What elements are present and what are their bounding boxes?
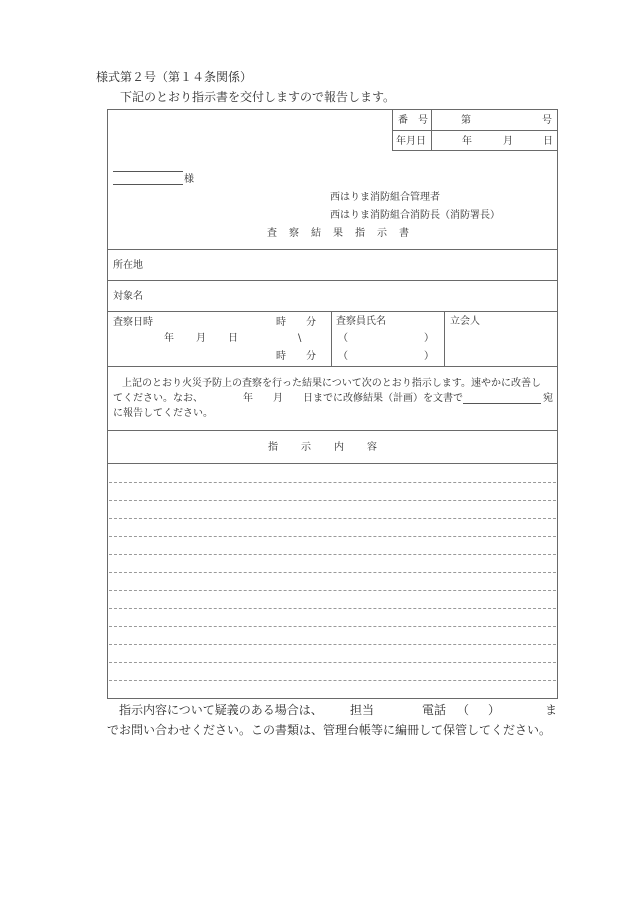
inspection-day: 日 xyxy=(228,333,238,344)
instruction-line[interactable] xyxy=(109,554,556,555)
instruction-line[interactable] xyxy=(109,518,556,519)
instruction-line[interactable] xyxy=(109,662,556,663)
location-label: 所在地 xyxy=(113,260,143,271)
addressee-line-2[interactable] xyxy=(113,184,183,185)
inspection-month: 月 xyxy=(196,333,206,344)
issuer-line-1: 西はりま消防組合管理者 xyxy=(330,192,440,203)
instructions-heading: 指 示 内 容 xyxy=(268,442,378,453)
divider-target xyxy=(107,280,558,281)
issuer-line-2: 西はりま消防組合消防長（消防署長） xyxy=(330,210,500,221)
footer-line-1-end: ま xyxy=(545,703,558,717)
date-month: 月 xyxy=(503,136,513,147)
inspector-label: 査察員氏名 xyxy=(336,316,386,327)
inspector-1-paren-close: ） xyxy=(424,333,434,344)
range-mark: \ xyxy=(298,333,302,344)
addressee-honorific: 様 xyxy=(184,174,194,185)
document-title: 査 察 結 果 指 示 書 xyxy=(267,228,410,239)
start-hour: 時 xyxy=(276,317,286,328)
divider-location xyxy=(107,249,558,250)
divider-inspection xyxy=(107,311,558,312)
divider-instructions-heading xyxy=(107,430,558,431)
instruction-line[interactable] xyxy=(109,590,556,591)
number-prefix: 第 xyxy=(461,115,471,126)
inspector-1-paren-open: （ xyxy=(338,333,348,344)
location-field[interactable] xyxy=(160,252,550,278)
instruction-line[interactable] xyxy=(109,608,556,609)
inspection-datetime-label: 査察日時 xyxy=(113,317,153,328)
notice-line-3: に報告してください。 xyxy=(113,408,213,419)
inspector-2-paren-open: （ xyxy=(338,351,348,362)
date-label: 年月日 xyxy=(396,136,426,147)
footer-line-1: 指示内容について疑義のある場合は、 xyxy=(119,703,323,717)
number-label: 番 号 xyxy=(398,115,428,126)
instruction-line[interactable] xyxy=(109,626,556,627)
divider-instructions-body xyxy=(107,463,558,464)
date-year: 年 xyxy=(462,136,472,147)
footer-phone-label: 電話 xyxy=(422,703,447,717)
addressee-line-1[interactable] xyxy=(113,171,183,172)
start-minute: 分 xyxy=(306,317,316,328)
instruction-line[interactable] xyxy=(109,500,556,501)
divider-col-witness xyxy=(444,311,445,366)
form-number: 様式第２号（第１４条関係） xyxy=(96,70,253,84)
instruction-line[interactable] xyxy=(109,536,556,537)
notice-line-1: 上記のとおり火災予防上の査察を行った結果について次のとおり指示します。速やかに改善し xyxy=(122,378,541,389)
instruction-line[interactable] xyxy=(109,644,556,645)
intro-text: 下記のとおり指示書を交付しますので報告します。 xyxy=(120,90,396,104)
footer-person-label: 担当 xyxy=(350,703,375,717)
target-name-label: 対象名 xyxy=(113,291,143,302)
footer-paren-open: （ xyxy=(457,703,470,717)
instruction-line[interactable] xyxy=(109,482,556,483)
inspection-year: 年 xyxy=(164,333,174,344)
end-hour: 時 xyxy=(276,351,286,362)
inspector-2-paren-close: ） xyxy=(424,351,434,362)
footer-line-2: でお問い合わせください。この書類は、管理台帳等に編冊して保管してください。 xyxy=(107,723,552,737)
witness-label: 立会人 xyxy=(450,316,480,327)
divider-notice xyxy=(107,366,558,367)
report-addressee-blank[interactable] xyxy=(463,403,541,404)
notice-line-2a: てください。なお、 xyxy=(113,393,203,404)
date-day: 日 xyxy=(543,136,553,147)
end-minute: 分 xyxy=(306,351,316,362)
notice-line-2b: 日までに改修結果（計画）を文書で xyxy=(303,393,463,404)
notice-addressee-suffix: 宛 xyxy=(543,393,553,404)
number-suffix: 号 xyxy=(542,115,552,126)
divider-col-inspector xyxy=(331,311,332,366)
footer-paren-close: ） xyxy=(488,703,501,717)
instruction-line[interactable] xyxy=(109,680,556,681)
instruction-line[interactable] xyxy=(109,572,556,573)
target-name-field[interactable] xyxy=(160,283,550,309)
notice-year: 年 xyxy=(243,393,253,404)
notice-month: 月 xyxy=(273,393,283,404)
